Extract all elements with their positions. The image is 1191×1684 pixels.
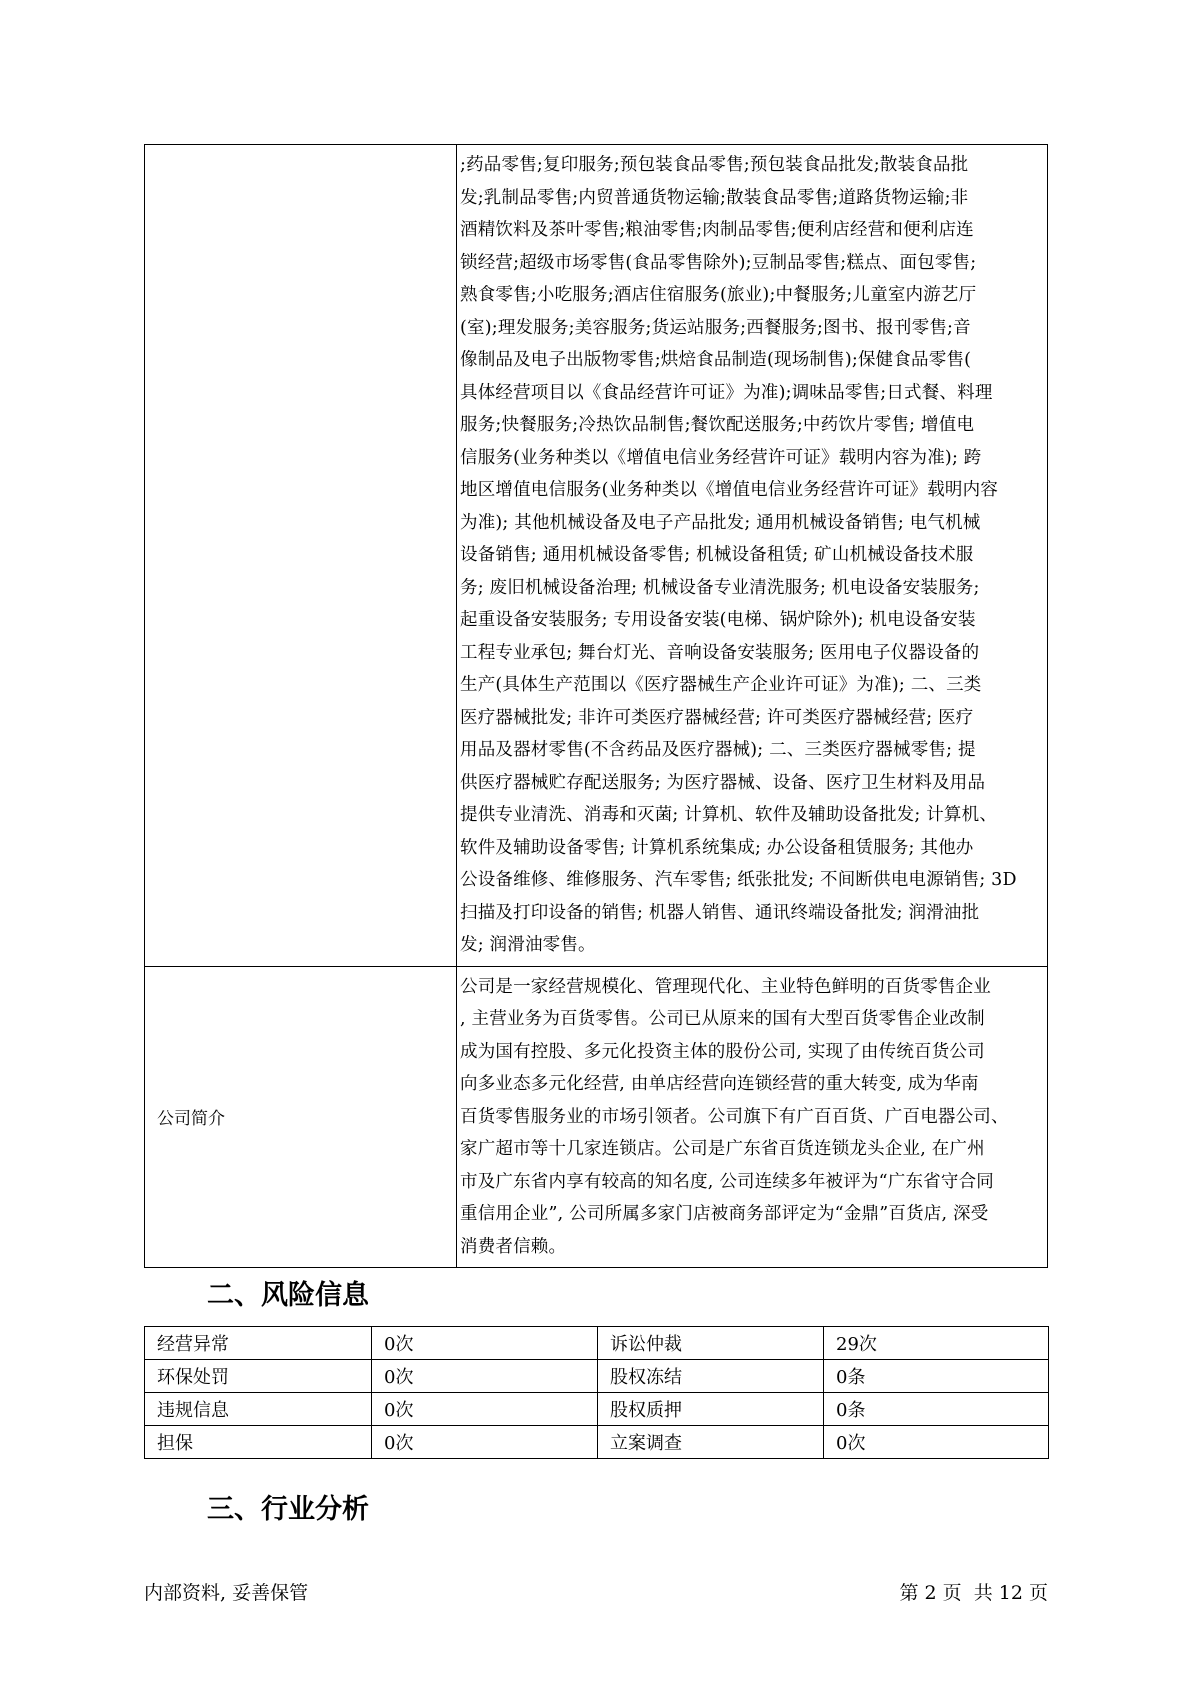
text-line: 信服务(业务种类以《增值电信业务经营许可证》载明内容为准); 跨 — [460, 447, 982, 468]
risk-value: 0次 — [372, 1360, 598, 1393]
risk-label: 诉讼仲裁 — [598, 1327, 824, 1360]
risk-info-table — [144, 1326, 1049, 1459]
risk-label: 立案调查 — [598, 1426, 824, 1459]
text-line: 为准); 其他机械设备及电子产品批发; 通用机械设备销售; 电气机械 — [460, 512, 981, 533]
table-row — [145, 1327, 1049, 1360]
footer-page-number: 第 2 页 共 12 页 — [899, 1582, 1048, 1604]
risk-value: 0次 — [372, 1426, 598, 1459]
text-line: 成为国有控股、多元化投资主体的股份公司, 实现了由传统百货公司 — [460, 1041, 985, 1062]
text-line: 重信用企业”, 公司所属多家门店被商务部评定为“金鼎”百货店, 深受 — [460, 1204, 989, 1224]
business-scope-text — [457, 145, 1048, 967]
text-line: 工程专业承包; 舞台灯光、音响设备安装服务; 医用电子仪器设备的 — [460, 642, 980, 663]
section-heading-industry: 三、行业分析 — [207, 1494, 369, 1525]
text-line: 医疗器械批发; 非许可类医疗器械经营; 许可类医疗器械经营; 医疗 — [460, 707, 974, 728]
risk-value: 0次 — [824, 1426, 1049, 1459]
text-line: 家广超市等十几家连锁店。公司是广东省百货连锁龙头企业, 在广州 — [460, 1139, 985, 1159]
text-line: 熟食零售;小吃服务;酒店住宿服务(旅业);中餐服务;儿童室内游艺厅 — [460, 285, 977, 305]
company-profile-text — [457, 966, 1048, 1268]
text-line: 软件及辅助设备零售; 计算机系统集成; 办公设备租赁服务; 其他办 — [460, 837, 974, 858]
business-scope-row — [145, 145, 1048, 967]
text-line: 起重设备安装服务; 专用设备安装(电梯、锅炉除外); 机电设备安装 — [460, 610, 976, 630]
text-line: 扫描及打印设备的销售; 机器人销售、通讯终端设备批发; 润滑油批 — [460, 902, 980, 923]
text-line: 服务;快餐服务;冷热饮品制售;餐饮配送服务;中药饮片零售; 增值电 — [460, 415, 975, 435]
text-line: 酒精饮料及茶叶零售;粮油零售;肉制品零售;便利店经营和便利店连 — [460, 220, 974, 240]
text-line: 设备销售; 通用机械设备零售; 机械设备租赁; 矿山机械设备技术服 — [460, 545, 974, 565]
risk-value: 0条 — [824, 1393, 1049, 1426]
text-line: 地区增值电信服务(业务种类以《增值电信业务经营许可证》载明内容 — [460, 480, 999, 500]
risk-label: 违规信息 — [145, 1393, 372, 1426]
text-line: , 主营业务为百货零售。公司已从原来的国有大型百货零售企业改制 — [460, 1009, 985, 1029]
risk-label: 环保处罚 — [145, 1360, 372, 1393]
footer-left-note: 内部资料, 妥善保管 — [144, 1582, 309, 1604]
text-line: 务; 废旧机械设备治理; 机械设备专业清洗服务; 机电设备安装服务; — [460, 577, 980, 598]
risk-label: 担保 — [145, 1426, 372, 1459]
text-line: 用品及器材零售(不含药品及医疗器械); 二、三类医疗器械零售; 提 — [460, 740, 976, 760]
business-scope-label-cell — [145, 145, 457, 967]
text-line: 提供专业清洗、消毒和灭菌; 计算机、软件及辅助设备批发; 计算机、 — [460, 805, 998, 825]
text-line: 公设备维修、维修服务、汽车零售; 纸张批发; 不间断供电电源销售; 3D — [460, 870, 1017, 890]
risk-value: 0条 — [824, 1360, 1049, 1393]
risk-value: 0次 — [372, 1393, 598, 1426]
table-row — [145, 1426, 1049, 1459]
text-line: 百货零售服务业的市场引领者。公司旗下有广百百货、广百电器公司、 — [460, 1106, 1009, 1127]
text-line: 供医疗器械贮存配送服务; 为医疗器械、设备、医疗卫生材料及用品 — [460, 772, 986, 793]
text-line: 发;乳制品零售;内贸普通货物运输;散装食品零售;道路货物运输;非 — [460, 187, 969, 208]
risk-label: 股权冻结 — [598, 1360, 824, 1393]
text-line: 消费者信赖。 — [460, 1236, 567, 1257]
table-row — [145, 1393, 1049, 1426]
company-profile-row — [145, 966, 1048, 1268]
text-line: (室);理发服务;美容服务;货运站服务;西餐服务;图书、报刊零售;音 — [460, 317, 971, 338]
text-line: 像制品及电子出版物零售;烘焙食品制造(现场制售);保健食品零售( — [460, 350, 972, 370]
company-profile-label: 公司简介 — [145, 966, 457, 1268]
company-info-table — [144, 144, 1048, 1268]
text-line: 公司是一家经营规模化、管理现代化、主业特色鲜明的百货零售企业 — [460, 976, 991, 997]
section-heading-risk: 二、风险信息 — [207, 1280, 369, 1311]
risk-label: 经营异常 — [145, 1327, 372, 1360]
risk-value: 0次 — [372, 1327, 598, 1360]
text-line: 锁经营;超级市场零售(食品零售除外);豆制品零售;糕点、面包零售; — [460, 252, 977, 273]
text-line: 市及广东省内享有较高的知名度, 公司连续多年被评为“广东省守合同 — [460, 1171, 994, 1192]
text-line: 发; 润滑油零售。 — [460, 935, 596, 955]
text-line: ;药品零售;复印服务;预包装食品零售;预包装食品批发;散装食品批 — [460, 155, 969, 175]
table-row — [145, 1360, 1049, 1393]
text-line: 具体经营项目以《食品经营许可证》为准);调味品零售;日式餐、料理 — [460, 382, 993, 403]
risk-label: 股权质押 — [598, 1393, 824, 1426]
text-line: 向多业态多元化经营, 由单店经营向连锁经营的重大转变, 成为华南 — [460, 1074, 979, 1094]
text-line: 生产(具体生产范围以《医疗器械生产企业许可证》为准); 二、三类 — [460, 675, 982, 695]
risk-value: 29次 — [824, 1327, 1049, 1360]
